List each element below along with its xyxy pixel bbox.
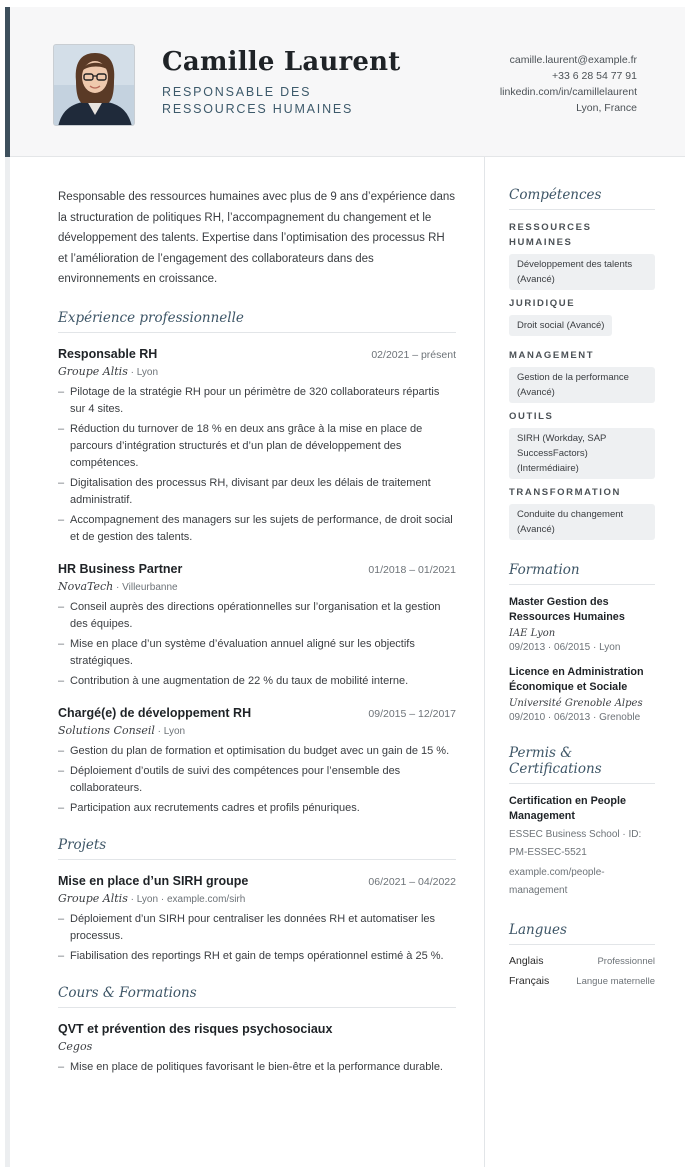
language-name: Anglais [509,955,544,967]
bullet-item: – Conseil auprès des directions opérationnelles sur l’organisation et la gestion des équipes. [58,599,456,633]
skill-category-title: RESSOURCES HUMAINES [509,222,592,248]
main-column [58,187,456,1092]
bullet-item: – Participation aux recrutements cadres et profils pénuriques. [58,800,456,817]
entry-title: HR Business Partner [58,561,183,576]
course-entry [58,1022,456,1076]
language-row [509,955,655,967]
entry-location: · Lyon [154,725,186,737]
skill-category-title: OUTILS [509,411,554,422]
bullet-item: – Gestion du plan de formation et optimisation du budget avec un gain de 15 %. [58,743,456,760]
contact-email[interactable]: camille.laurent@example.fr [509,54,637,66]
languages-section-title: Langues [509,922,655,945]
entry-title: Chargé(e) de développement RH [58,705,252,720]
resume-header [5,7,685,157]
language-name: Français [509,975,550,987]
skill-category-title: TRANSFORMATION [509,487,621,498]
bullet-item: – Pilotage de la stratégie RH pour un périmètre de 320 collaborateurs répartis sur 4 sites. [58,384,456,418]
entry-bullets [58,384,456,546]
entry-date: 06/2021 – 04/2022 [368,875,456,888]
bullet-item: – Mise en place de politiques favorisant le bien-être et la performance durable. [58,1059,456,1076]
school-name: Université Grenoble Alpes [509,698,643,709]
contact-block [500,52,637,116]
skill-category-title: JURIDIQUE [509,298,576,309]
experience-section-title: Expérience professionnelle [58,310,456,333]
entry-title: QVT et prévention des risques psychosociaux [58,1021,333,1036]
languages-section [509,922,655,987]
education-entry [509,665,655,723]
entry-bullets [58,599,456,690]
projects-section-title: Projets [58,837,456,860]
contact-linkedin[interactable]: linkedin.com/in/camillelaurent [499,86,637,98]
person-role: RESPONSABLE DES RESSOURCES HUMAINES [162,85,354,116]
entry-date: 01/2018 – 01/2021 [368,563,456,576]
entry-date: 02/2021 – présent [371,348,456,361]
skill-chip: Droit social (Avancé) [509,315,612,336]
entry-org: Solutions Conseil [58,723,155,737]
entry-bullets [58,743,456,817]
bullet-item: – Contribution à une augmentation de 22 % du taux de mobilité interne. [58,673,456,690]
entry-org: Groupe Altis [58,364,128,378]
project-entry [58,874,456,965]
certification-link[interactable]: example.com/people-management [509,867,605,896]
bullet-item: – Déploiement d’outils de suivi des compétences pour l’ensemble des collaborateurs. [58,763,456,797]
entry-location: · Villeurbanne [113,581,178,593]
entry-org: NovaTech [58,579,114,593]
entry-location[interactable]: · Lyon · example.com/sirh [127,893,246,905]
skills-section [509,187,655,540]
entry-org: Cegos [58,1039,93,1053]
bullet-item: – Digitalisation des processus RH, divisant par deux les délais de traitement administratif. [58,475,456,509]
education-meta: 09/2010 · 06/2013 · Grenoble [509,712,641,723]
entry-location: · Lyon [127,366,159,378]
bullet-item: – Fiabilisation des reportings RH et gain de temps opérationnel estimé à 25 %. [58,948,456,965]
contact-location: Lyon, France [576,102,637,114]
language-level: Professionnel [597,956,655,967]
bullet-item: – Mise en place d’un système d’évaluation annuel aligné sur les objectifs stratégiques. [58,636,456,670]
skill-chip: SIRH (Workday, SAP SuccessFactors) (Intermédiaire) [509,428,655,479]
skills-section-title: Compétences [509,187,655,210]
skill-category-title: MANAGEMENT [509,350,595,361]
entry-bullets [58,911,456,965]
certifications-section-title: Permis & Certifications [509,745,655,784]
experience-entry [58,347,456,546]
bullet-item: – Déploiement d’un SIRH pour centraliser les données RH et automatiser les processus. [58,911,456,945]
certification-title: Certification en People Management [509,795,626,822]
entry-date: 09/2015 – 12/2017 [368,707,456,720]
entry-bullets [58,1059,456,1076]
bullet-item: – Réduction du turnover de 18 % en deux ans grâce à la mise en place de parcours d’intégration structurés et d’un plan de développement des compétences. [58,421,456,472]
entry-title: Responsable RH [58,346,158,361]
profile-photo [53,44,135,126]
degree-title: Master Gestion des Ressources Humaines [509,596,625,623]
courses-section-title: Cours & Formations [58,985,456,1008]
skill-chip: Conduite du changement (Avancé) [509,504,655,540]
contact-phone[interactable]: +33 6 28 54 77 91 [552,70,637,82]
education-entry [509,595,655,653]
education-section [509,562,655,723]
skill-chip: Développement des talents (Avancé) [509,254,655,290]
language-level: Langue maternelle [576,976,655,987]
person-name: Camille Laurent [162,47,401,77]
certification-meta: ESSEC Business School · ID: PM-ESSEC-5521 [509,829,642,858]
resume-page [5,7,685,1167]
side-column [509,187,655,1009]
degree-title: Licence en Administration Économique et Sociale [509,666,644,693]
education-meta: 09/2013 · 06/2015 · Lyon [509,642,621,653]
header-accent-bar [5,7,10,157]
bullet-item: – Accompagnement des managers sur les sujets de performance, de droit social et de gestion des talents. [58,512,456,546]
language-row [509,975,655,987]
experience-entry [58,706,456,817]
column-divider [484,157,485,1167]
entry-org: Groupe Altis [58,891,128,905]
entry-title: Mise en place d’un SIRH groupe [58,873,249,888]
profile-summary: Responsable des ressources humaines avec plus de 9 ans d’expérience dans la structuration de politiques RH, l’accompagnement du changement et le développement des talents. Expertise dans l’optimisation des processus RH et l’amélioration de l’engagement des collaborateurs dans des environnements en croissance. [58,191,455,285]
education-section-title: Formation [509,562,655,585]
school-name: IAE Lyon [509,628,556,639]
experience-entry [58,562,456,690]
skill-chip: Gestion de la performance (Avancé) [509,367,655,403]
certifications-section [509,745,655,900]
